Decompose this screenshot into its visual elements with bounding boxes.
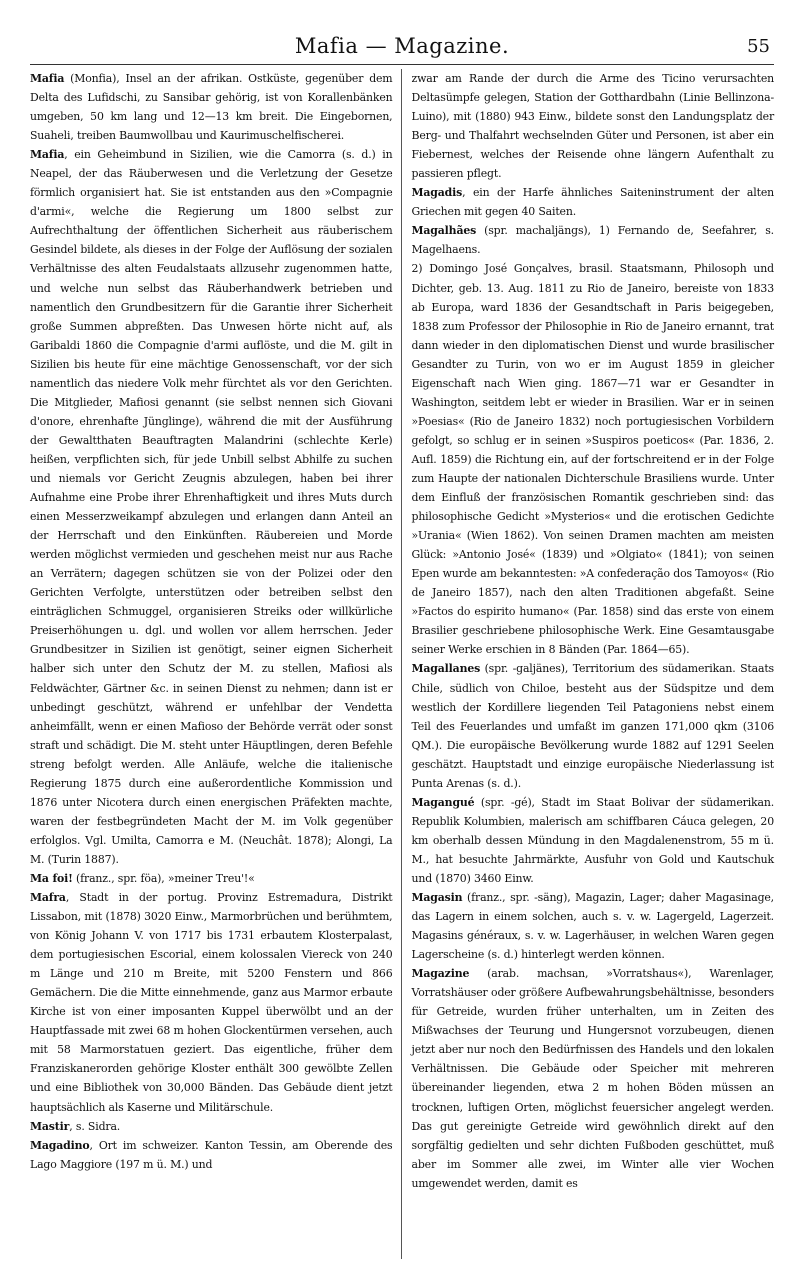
entry-magallanes [412,659,775,792]
entry-magalhaes [412,221,775,259]
entry-text: , s. Sidra. [69,1119,121,1133]
entry-text: , ein Geheimbund in Sizilien, wie die Camorra (s. d.) in Neapel, der das Räuberwesen und die Verletzung der Gesetze förmlich organisiert hat. Sie ist entstanden aus den »Compagnie d'armi«, welche die Regierung um 1800 selbst zur Aufrechthaltung der öffentlichen Sicherheit aus räuberischem Gesindel bildete, als dieses in der Folge der Auflösung der sozialen Verhältnisse des alten Feudalstaats allzusehr zugenommen hatte, und welche nun selbst das Räuberhandwerk betrieben und namentlich den Grundbesitzern für die Garantie ihrer Sicherheit große Summen abpreßten. Das Unwesen hörte nicht auf, als Garibaldi 1860 die Compagnie d'armi auflöste, und die M. gilt in Sizilien bis heute für eine mächtige Genossenschaft, vor der sich namentlich das niedere Volk mehr fürchtet als vor den Gerichten. Die Mitglieder, Mafiosi genannt (sie selbst nennen sich Giovani d'onore, ehrenhafte Jünglinge), während die mit der Ausführung der Gewaltthaten Beauftragten Malandrini (schlechte Kerle) heißen, verpflichten sich, für jede Unbill selbst Abhilfe zu suchen und niemals vor Gericht Zeugnis abzulegen, haben bei ihrer Aufnahme eine Probe ihrer Ehrenhaftigkeit und ihres Muts durch einen Messerzweikampf abzulegen und erlangen dann Anteil an der Herrschaft und den Einkünften. Räubereien und Morde werden möglichst vermieden und geschehen meist nur aus Rache an Verrätern; dagegen schützen sie von der Polizei oder den Gerichten Verfolgte, unterstützen oder betreiben selbst den einträglichen Schmuggel, organisieren Streiks oder willkürliche Preiserhöhungen u. dgl. und wollen vor allem herrschen. Jeder Grundbesitzer in Sizilien ist genötigt, seiner eignen Sicherheit halber sich unter den Schutz der M. zu stellen, Mafiosi als Feldwächter, Gärtner &c. in seinen Dienst zu nehmen; dann ist er unbedingt geschützt, während er unfehlbar der Vendetta anheimfällt, wenn er einen Mafioso der Behörde verrät oder sonst straft und schädigt. Die M. steht unter Häuptlingen, deren Befehle streng befolgt werden. Alle Anläufe, welche die italienische Regierung 1875 durch eine außerordentliche Kommission und 1876 unter Nicotera durch einen energischen Präfekten machte, waren der festbegründeten Macht der M. im Volk gegenüber erfolglos. Vgl. Umilta, Camorra e M. (Neuchât. 1878); Alongi, La M. (Turin 1887). [30,148,393,866]
entry-magangue [412,793,775,888]
entry-magadis [412,183,775,221]
entry-mafra [30,888,393,1117]
lemma: Mafia [30,72,65,85]
lemma: Mafra [30,891,66,905]
lemma: Magadis [411,186,463,200]
right-column [412,69,775,1259]
entry-text: (arab. machsan, »Vorratshaus«), Warenlager, Vorratshäuser oder größere Aufbewahrungsbehältnisse, besonders für Getreide, wurden früher unterhalten, um in Zeiten des Mißwachses der Teurung und Hungersnot vorzubeugen, dienen jetzt aber nur noch den Bedürfnissen des Handels und den lokalen Verhältnissen. Die Gebäude oder Speicher mit mehreren übereinander liegenden, etwa 2 m hohen Böden müssen an trocknen, luftigen Orten, möglichst feuersicher angelegt werden. Das gut gereinigte Getreide wird gewöhnlich direkt auf den sorgfältig gedielten und sehr dichten Fußboden geschüttet, muß aber im Sommer alle zwei, im Winter alle vier Wochen umgewendet werden, damit es [411,967,774,1190]
page-header [30,28,774,65]
entry-text: , Stadt in der portug. Provinz Estremadura, Distrikt Lissabon, mit (1878) 3020 Einw., Marmorbrüchen und berühmtem, von König Johann V. von 1717 bis 1731 erbautem Klosterpalast, dem portugiesischen Escorial, einem kolossalen Viereck von 240 m Länge und 210 m Breite, mit 5200 Fenstern und 866 Gemächern. Die die Mitte einnehmende, ganz aus Marmor erbaute Kirche ist von einer imposanten Kuppel überwölbt und an der Hauptfassade mit zwei 68 m hohen Glockentürmen versehen, auch mit 58 Marmorstatuen geziert. Das eigentliche, früher dem Franziskanerorden gehörige Kloster enthält 300 gewölbte Zellen und eine Bibliothek von 30,000 Bänden. Das Gebäude dient jetzt hauptsächlich als Kaserne und Militärschule. [30,891,393,1114]
page-number: 55 [747,36,770,57]
entry-text: (franz., spr. föa), »meiner Treu'!« [72,871,255,885]
text-columns [30,69,774,1259]
entry-magazine [412,964,775,1193]
lemma: Magasin [411,891,463,905]
entry-mafia-island [30,69,393,145]
entry-text: 2) Domingo José Gonçalves, brasil. Staatsmann, Philosoph und Dichter, geb. 13. Aug. 1811 zu Rio de Janeiro, bereiste von 1833 ab Europa, ward 1836 der Gesandtschaft in Paris beigegeben, 1838 zum Professor der Philosophie in Rio de Janeiro ernannt, trat dann wieder in den diplomatischen Dienst und wurde brasilischer Gesandter zu Turin, von wo er im August 1859 in gleicher Eigenschaft nach Wien ging. 1867—71 war er Gesandter in Washington, seitdem lebt er wieder in Brasilien. War er in seinen »Poesias« (Rio de Janeiro 1832) noch portugiesischen Vorbildern gefolgt, so schlug er in seinen »Suspiros poeticos« (Par. 1836, 2. Aufl. 1859) die Richtung ein, auf der fortschreitend er in der Folge zum Haupte der nationalen Dichterschule Brasiliens wurde. Unter dem Einfluß der französischen Romantik geschrieben sind: das philosophische Gedicht »Mysterios« und die erotischen Gedichte »Urania« (Wien 1862). Von seinen Dramen machten am meisten Glück: »Antonio José« (1839) und »Olgiato« (1841); von seinen Epen wurde am bekanntesten: »A confederação dos Tamoyos« (Rio de Janeiro 1857), nach den alten Traditionen abgefaßt. Seine »Factos do espirito humano« (Par. 1858) sind das erste von einem Brasilier geschriebene philosophische Werk. Eine Gesamtausgabe seiner Werke erschien in 8 Bänden (Par. 1864—65). [411,262,774,657]
entry-magadino-continued [412,69,775,183]
lemma: Magadino [30,1138,90,1152]
lemma: Magazine [411,967,470,981]
lemma: Magalhães [411,224,477,238]
entry-mastir [30,1117,393,1136]
entry-ma-foi [30,869,393,888]
entry-mafia-society [30,145,393,869]
lemma: Ma foi! [30,871,73,885]
lemma: Magallanes [411,662,481,676]
lemma: Mastir [30,1119,70,1133]
entry-magadino [30,1136,393,1174]
entry-magasin [412,888,775,964]
entry-text: (spr. machaljängs), 1) Fernando de, Seefahrer, s. Magelhaens. [411,224,774,257]
entry-magalhaes-domingo [412,259,775,659]
entry-text: (franz., spr. -säng), Magazin, Lager; daher Magasinage, das Lagern in einem solchen, auch s. v. w. Lagergeld, Lagerzeit. Magasins généraux, s. v. w. Lagerhäuser, in welchen Waren gegen Lagerscheine (s. d.) hinterlegt werden können. [411,891,774,962]
entry-text: , Ort im schweizer. Kanton Tessin, am Oberende des Lago Maggiore (197 m ü. M.) und [30,1138,393,1171]
entry-text: (Monfia), Insel an der afrikan. Ostküste, gegenüber dem Delta des Lufidschi, zu Sansibar gehörig, ist von Korallenbänken umgeben, 50 km lang und 12—13 km breit. Die Eingebornen, Suaheli, treiben Baumwollbau und Kaurimuschelfischerei. [30,72,393,143]
lemma: Magangué [411,795,475,809]
entry-text: (spr. -gé), Stadt im Staat Bolivar der südamerikan. Republik Kolumbien, malerisch am schiffbaren Cáuca gelegen, 20 km oberhalb dessen Mündung in den Magdalenenstrom, 55 m ü. M., hat besuchte Jahrmärkte, Ausfuhr von Gold und Kautschuk und (1870) 3460 Einw. [411,795,774,885]
lemma: Mafia [30,148,65,162]
entry-text: (spr. -galjänes), Territorium des südamerikan. Staats Chile, südlich von Chiloe, besteht aus der Südspitze und dem westlich der Kordillere liegenden Teil Patagoniens nebst einem Teil des Feuerlandes und umfaßt im ganzen 171,000 qkm (3106 QM.). Die europäische Bevölkerung wurde 1882 auf 1291 Seelen geschätzt. Hauptstadt und einzige europäische Niederlassung ist Punta Arenas (s. d.). [411,662,774,790]
left-column [30,69,402,1259]
entry-text: zwar am Rande der durch die Arme des Ticino verursachten Deltasümpfe gelegen, Station der Gotthardbahn (Linie Bellinzona-Luino), mit (1880) 943 Einw., bildete sonst den Landungsplatz der Berg- und Thalfahrt wechselnden Güter und Personen, ist aber ein Fiebernest, welches der Reisende ohne längern Aufenthalt zu passieren pflegt. [411,72,774,181]
entry-text: , ein der Harfe ähnliches Saiteninstrument der alten Griechen mit gegen 40 Saiten. [411,186,774,219]
running-title: Mafia — Magazine. [294,34,510,58]
